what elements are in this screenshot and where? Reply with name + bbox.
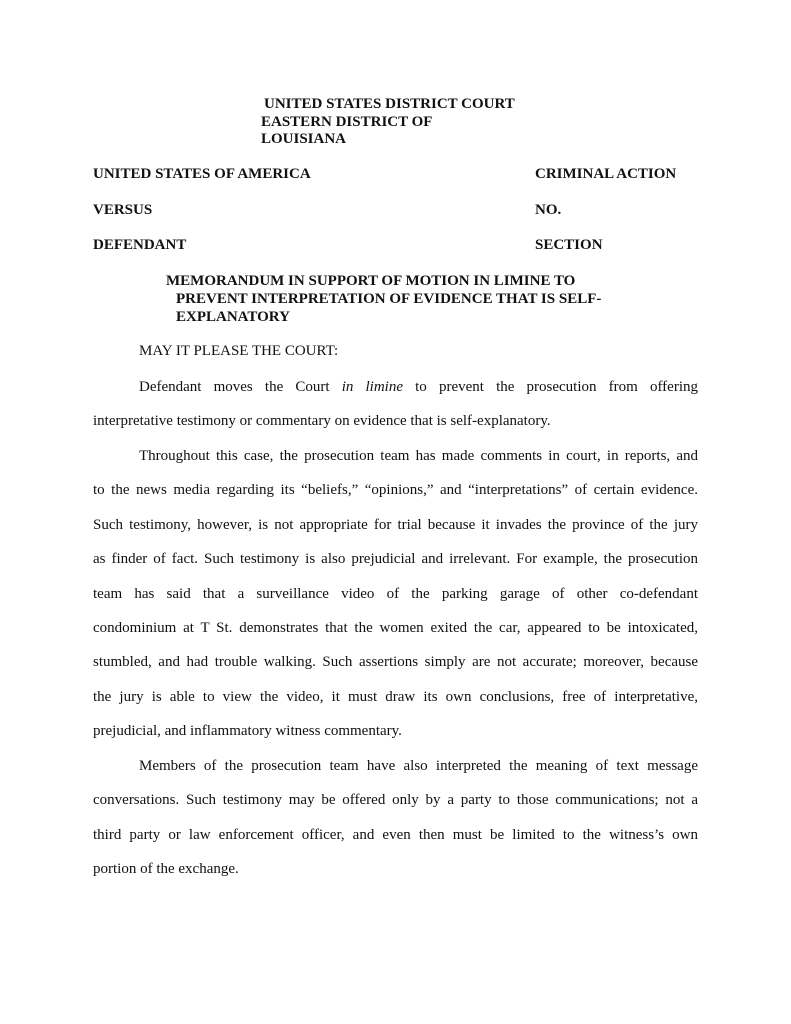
court-heading-line1: UNITED STATES DISTRICT COURT — [264, 96, 515, 112]
court-heading — [261, 95, 515, 148]
caption-section: SECTION — [535, 237, 603, 253]
paragraph-line: Throughout this case, the prosecution team has made comments in court, in reports, and — [139, 448, 698, 464]
paragraph-line: condominium at T St. demonstrates that the women exited the car, appeared to be intoxicated, — [93, 619, 698, 636]
paragraph-line: portion of the exchange. — [93, 861, 239, 878]
caption-number: NO. — [535, 202, 562, 218]
memorandum-title-line3: EXPLANATORY — [176, 309, 290, 325]
memorandum-title — [166, 272, 601, 326]
salutation: MAY IT PLEASE THE COURT: — [139, 343, 339, 359]
caption-defendant: DEFENDANT — [93, 237, 187, 253]
paragraph-line: third party or law enforcement officer, and even then must be limited to the witness’s own — [93, 826, 698, 843]
paragraph-text-messages — [93, 756, 698, 894]
paragraph-line: the jury is able to view the video, it must draw its own conclusions, free of interpretative, — [93, 688, 698, 705]
paragraph-line: stumbled, and had trouble walking. Such assertions simply are not accurate; moreover, because — [93, 654, 698, 671]
text-run: to prevent the prosecution from offering — [403, 379, 698, 395]
paragraph-line: prejudicial, and inflammatory witness commentary. — [93, 723, 402, 740]
paragraph-line — [93, 377, 698, 411]
paragraph-motion — [93, 377, 698, 446]
memorandum-title-line2: PREVENT INTERPRETATION OF EVIDENCE THAT IS SELF- — [176, 291, 602, 307]
paragraph-throughout — [93, 446, 698, 756]
caption-plaintiff: UNITED STATES OF AMERICA — [93, 166, 311, 182]
memorandum-title-line1: MEMORANDUM IN SUPPORT OF MOTION IN LIMINE TO — [166, 273, 576, 289]
paragraph-line: interpretative testimony or commentary on evidence that is self-explanatory. — [93, 413, 551, 430]
text-run: Defendant moves the Court — [139, 379, 342, 395]
caption-versus: VERSUS — [93, 202, 153, 218]
paragraph-line: as finder of fact. Such testimony is also prejudicial and irrelevant. For example, the prosecution — [93, 551, 698, 568]
court-heading-line2: EASTERN DISTRICT OF — [261, 113, 433, 130]
paragraph-line: team has said that a surveillance video of the parking garage of other co-defendant — [93, 585, 698, 602]
italic-phrase: in limine — [341, 379, 403, 395]
paragraph-line: conversations. Such testimony may be offered only by a party to those communications; not a — [93, 792, 698, 809]
paragraph-line: Such testimony, however, is not appropriate for trial because it invades the province of the jury — [93, 516, 698, 533]
court-heading-line3: LOUISIANA — [261, 131, 347, 147]
paragraph-line: Members of the prosecution team have also interpreted the meaning of text message — [139, 758, 698, 774]
caption-criminal-action: CRIMINAL ACTION — [535, 166, 677, 182]
paragraph-line: to the news media regarding its “beliefs,” “opinions,” and “interpretations” of certain evidence. — [93, 482, 698, 499]
